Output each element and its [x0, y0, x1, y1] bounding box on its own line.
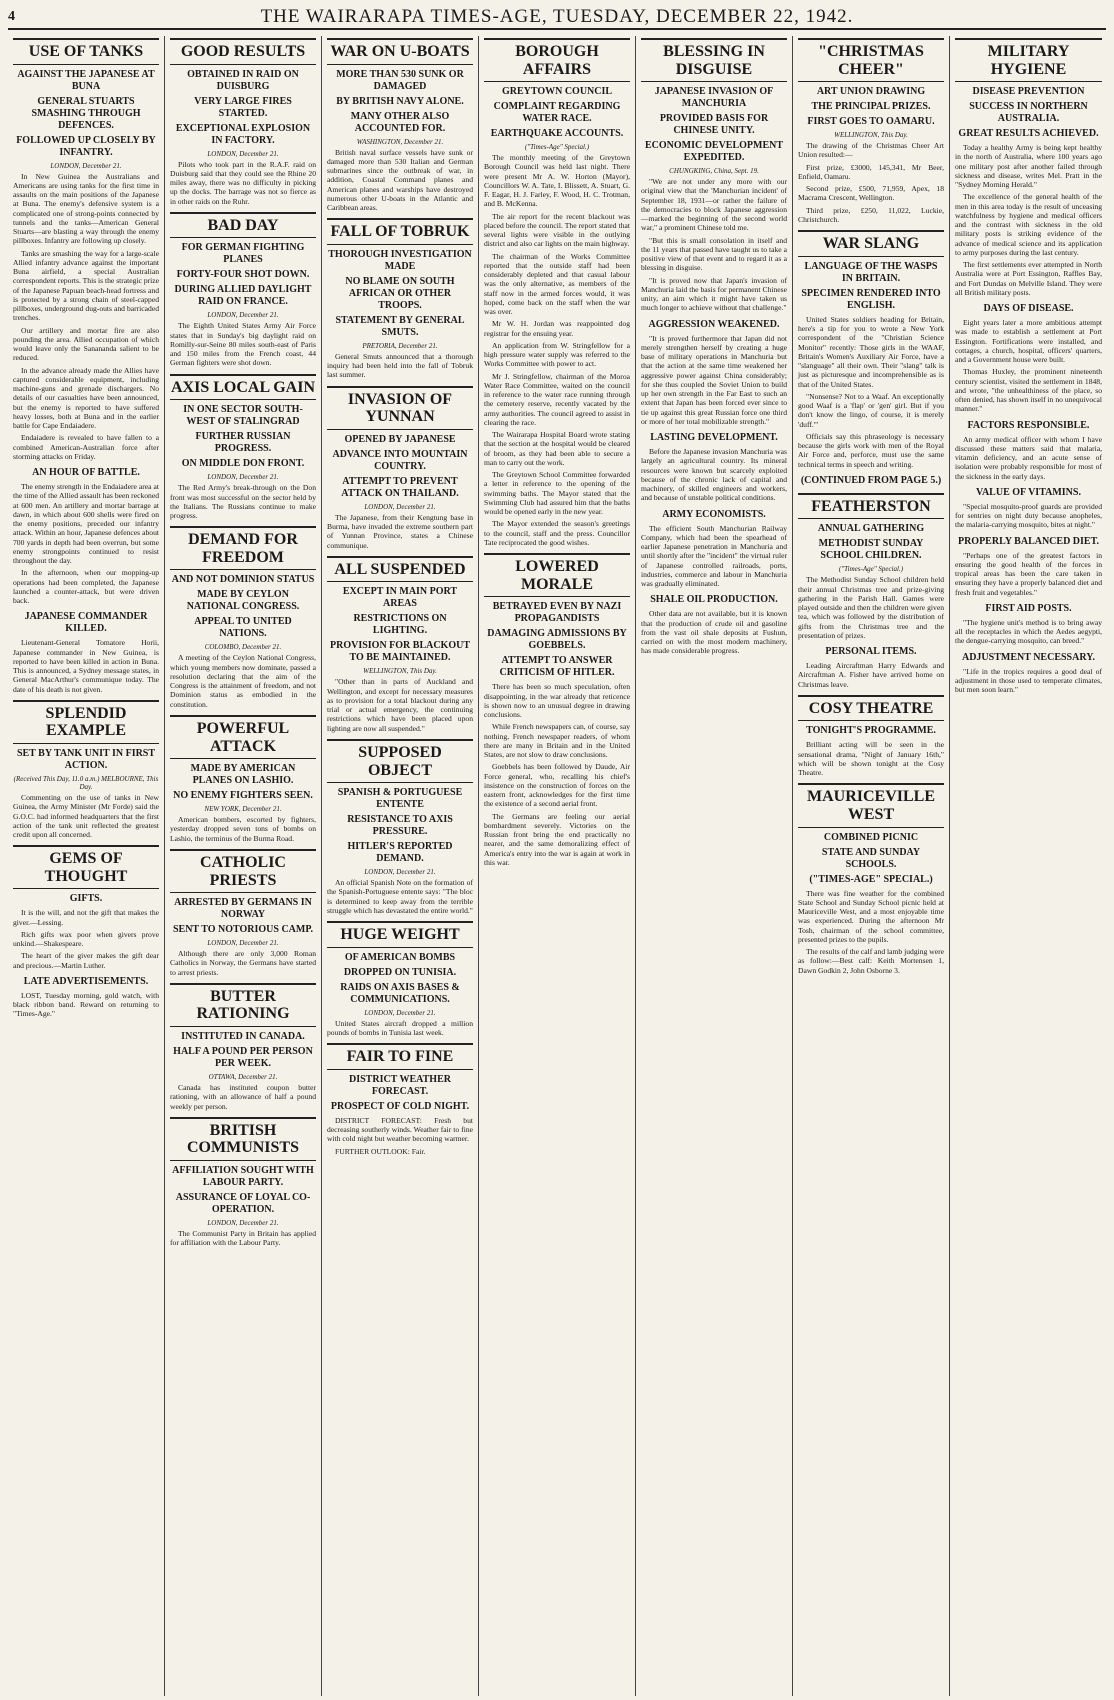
article-paragraph: FURTHER OUTLOOK: Fair. — [335, 1146, 426, 1156]
subheadline: ART UNION DRAWING — [816, 86, 926, 98]
dateline: WASHINGTON, December 21. — [356, 137, 444, 146]
article-paragraph: The first settlements ever attempted in North Australia were at Port Essington, Raffles Bay, and Fort Dundas on Melville Island. They were all British military posts. — [955, 260, 1102, 297]
subheadline: RESTRICTIONS ON LIGHTING. — [353, 613, 447, 637]
dateline: CHUNGKING, China, Sept. 19. — [669, 167, 759, 176]
subheadline: COMPLAINT REGARDING WATER RACE. — [493, 101, 621, 125]
article-paragraph: "It is proved furthermore that Japan did not merely strengthen herself by creating a huge base of military operations in Manchuria but that the action at the same time weakened her aggressive power against China considerably; for she thus coupled the Soviet Union to build up her own strength in the Far East to such an extent that Japan has been forced ever since to tie up against this great Russian force one third or more of her total mobilizable strength." — [641, 333, 787, 426]
subheadline: BETRAYED EVEN BY NAZI PROPAGANDISTS — [492, 601, 622, 625]
subheadline: GIFTS. — [69, 893, 103, 905]
dateline: OTTAWA, December 21. — [208, 1073, 278, 1082]
article-paragraph: American bombers, escorted by fighters, yesterday dropped seven tons of bombs on Lashio, the terminus of the Burma Road. — [170, 815, 316, 843]
article-paragraph: United States aircraft dropped a million pounds of bombs in Tunisia last week. — [327, 1018, 473, 1037]
subheadline: FURTHER RUSSIAN PROGRESS. — [195, 431, 291, 455]
article-paragraph: The enemy strength in the Endaiadere area at the time of the Allied assault has been reckoned at 600 men. An artillery and mortar barrage at dawn, in which about 600 shells were fired on the enemy positions, preceded our infantry attack. Within an hour, Japanese defences about 700 yards in depth had been overrun, but some enemy strongpoints continued to resist throughout the day. — [13, 482, 159, 566]
article-paragraph: The monthly meeting of the Greytown Borough Council was held last night. There were present Mr A. W. Horton (Mayor), Councillors W. A. Tate, I. Blissett, A. Stuart, G. F. Eagar, H. J. Farley, F. Wood, H. C. Trotman, and B. McKenna. — [484, 153, 630, 209]
article — [955, 603, 1102, 646]
subheadline: NO ENEMY FIGHTERS SEEN. — [173, 790, 313, 802]
dateline: LONDON, December 21. — [50, 161, 122, 170]
dateline: LONDON, December 21. — [364, 502, 436, 511]
article-paragraph: General Smuts announced that a thorough inquiry had been held into the fall of Tobruk last summer. — [327, 351, 473, 380]
subheadline: MORE THAN 530 SUNK OR DAMAGED — [336, 68, 464, 92]
headline: INVASION OF YUNNAN — [327, 386, 473, 430]
subheadline: SPECIMEN RENDERED INTO ENGLISH. — [801, 287, 941, 311]
article-paragraph: Brilliant acting will be seen in the sensational drama, "Night of January 16th," which will be shown tonight at the Cosy Theatre. — [798, 740, 944, 778]
subheadline: ARRESTED BY GERMANS IN NORWAY — [174, 897, 312, 921]
article-paragraph: There has been so much speculation, often disappointing, in the war already that reticence is shown now to an unusual degree in drawing conclusions. — [484, 682, 630, 720]
dateline: LONDON, December 21. — [207, 1218, 279, 1227]
article-paragraph: "The hygiene unit's method is to bring away all the receptacles in which the Aedes aegypti, the dengue-carrying mosquito, can breed." — [955, 617, 1102, 646]
headline: CATHOLIC PRIESTS — [170, 849, 316, 893]
article — [955, 303, 1102, 414]
headline: SUPPOSED OBJECT — [327, 739, 473, 783]
article-paragraph: "Other than in parts of Auckland and Wellington, and except for necessary measures as to provision for a total blackout during any trial or actual emergency, the continuing restrictions which have been placed upon lighting are now all suspended." — [327, 677, 473, 733]
headline: BRITISH COMMUNISTS — [170, 1117, 316, 1161]
article — [170, 1117, 316, 1248]
article-paragraph: United States soldiers heading for Britain, here's a tip for you to wrote a New York correspondent of the "Christian Science Monitor" recently: Those girls in the WAAF, Britain's Women's Auxiliary Air Force, have a "slanguage" all their own. Their "slang" talk is just as picturesque and incomprehensible as is that of the United States. — [798, 314, 944, 389]
article-paragraph: It is the will, and not the gift that makes the giver.—Lessing. — [13, 908, 159, 927]
subheadline: LANGUAGE OF THE WASPS IN BRITAIN. — [804, 260, 938, 284]
subheadline: PROSPECT OF COLD NIGHT. — [330, 1100, 470, 1112]
article-paragraph: A meeting of the Ceylon National Congress, which young members now dominate, passed a resolution declaring that the aim of the Congress is the attainment of freedom, and not Dominion status as embodied in the constitution. — [170, 653, 316, 709]
subheadline: ADJUSTMENT NECESSARY. — [961, 651, 1096, 663]
subheadline: VERY LARGE FIRES STARTED. — [194, 95, 292, 119]
headline: COSY THEATRE — [798, 695, 944, 722]
article — [327, 218, 473, 379]
dateline: WELLINGTON, This Day. — [363, 667, 437, 676]
headline: BAD DAY — [170, 212, 316, 239]
subheadline: DAMAGING ADMISSIONS BY GOEBBELS. — [487, 628, 627, 652]
article — [327, 1043, 473, 1156]
subheadline: SET BY TANK UNIT IN FIRST ACTION. — [16, 748, 156, 772]
article-paragraph: In the advance already made the Allies have captured considerable equipment, including machine-guns and grenade dischargers. No details of our casualties have been announced, but the enemy is reported to have suffered heavy losses, both at Buna and in the earlier battle for Cape Endaiadere. — [13, 365, 159, 431]
columns-container — [8, 36, 1106, 1696]
headline: "CHRISTMAS CHEER" — [798, 38, 944, 82]
subheadline: THOROUGH INVESTIGATION MADE — [328, 248, 472, 272]
subheadline: AND NOT DOMINION STATUS — [171, 574, 315, 586]
subheadline: STATEMENT BY GENERAL SMUTS. — [335, 314, 465, 338]
subheadline: APPEAL TO UNITED NATIONS. — [194, 616, 292, 640]
subheadline: DAYS OF DISEASE. — [983, 303, 1074, 315]
article-paragraph: "It is proved now that Japan's invasion of Manchuria laid the basis for permanent Chinese unity, an aim which it might have taken us much longer to achieve without that challenge." — [641, 275, 787, 313]
article-paragraph: Endaiadere is revealed to have fallen to a combined American-Australian force after storming attacks on Friday. — [13, 433, 159, 461]
headline: MAURICEVILLE WEST — [798, 783, 944, 827]
subheadline: SUCCESS IN NORTHERN AUSTRALIA. — [969, 101, 1088, 125]
subheadline: SENT TO NOTORIOUS CAMP. — [172, 924, 314, 936]
article — [955, 652, 1102, 695]
subheadline: THE PRINCIPAL PRIZES. — [811, 101, 931, 113]
page-number: 4 — [8, 9, 15, 24]
column-2 — [165, 36, 322, 1696]
article — [327, 386, 473, 550]
subheadline: ARMY ECONOMISTS. — [662, 508, 766, 520]
article-paragraph: Our artillery and mortar fire are also pounding the area. Allied occupation of which would leave only the Sanananda salient to be reduced. — [13, 325, 159, 363]
headline: USE OF TANKS — [13, 38, 159, 65]
dateline: LONDON, December 21. — [364, 1008, 436, 1017]
article — [798, 38, 944, 224]
subheadline: PERSONAL ITEMS. — [825, 646, 917, 658]
headline: BOROUGH AFFAIRS — [484, 38, 630, 82]
subheadline: SHALE OIL PRODUCTION. — [650, 594, 778, 606]
subheadline: JAPANESE COMMANDER KILLED. — [24, 611, 148, 635]
article-paragraph: The excellence of the general health of the men in this area today is the result of unceasing watchfulness by hygiene and medical officers and the contrast with sickness in the old military posts is striking evidence of the advance of medical science and its application to army purposes during the last century. — [955, 192, 1102, 257]
article-paragraph: Leading Aircraftman Harry Edwards and Aircraftman A. Fisher have arrived home on Christmas leave. — [798, 661, 944, 689]
article — [170, 212, 316, 368]
subheadline: MADE BY CEYLON NATIONAL CONGRESS. — [186, 589, 300, 613]
column-1 — [8, 36, 165, 1696]
dateline: ("Times-Age" Special.) — [838, 565, 904, 574]
subheadline: METHODIST SUNDAY SCHOOL CHILDREN. — [818, 538, 924, 562]
article — [13, 700, 159, 839]
article-paragraph: The heart of the giver makes the gift dear and precious.—Martin Luther. — [13, 951, 159, 970]
subheadline: AN HOUR OF BATTLE. — [32, 467, 140, 479]
article-paragraph: Pilots who took part in the R.A.F. raid on Duisburg said that they could see the Rhine 20 miles away, there was no difficulty in picking up the docks. The barrage was not so fierce as in other raids on the Ruhr. — [170, 159, 316, 206]
dateline: WELLINGTON, This Day. — [834, 131, 908, 140]
article — [955, 420, 1102, 481]
dateline: LONDON, December 21. — [207, 149, 279, 158]
subheadline: ADVANCE INTO MOUNTAIN COUNTRY. — [332, 448, 468, 472]
article-paragraph: Today a healthy Army is being kept healthy in the north of Australia, where 100 years ago one military post after another failed through sickness and disease, writes Mel. Pratt in the "Sydney Morning Herald." — [955, 143, 1102, 190]
article-paragraph: The Communist Party in Britain has applied for affiliation with the Labour Party. — [170, 1228, 316, 1248]
article — [170, 38, 316, 206]
subheadline: FIRST GOES TO OAMARU. — [807, 116, 935, 128]
column-4 — [479, 36, 636, 1696]
subheadline: FORTY-FOUR SHOT DOWN. — [176, 269, 310, 281]
article-paragraph: Goebbels has been followed by Daude, Air Force general, who, recalling his chief's insistence on the construction of forces on the eastern front, acknowledges for the first time the existence of a second aerial front. — [484, 762, 630, 809]
subheadline: PROVIDED BASIS FOR CHINESE UNITY. — [659, 113, 769, 137]
subheadline: IN ONE SECTOR SOUTH-WEST OF STALINGRAD — [183, 404, 303, 428]
headline: GEMS OF THOUGHT — [13, 845, 159, 889]
masthead — [8, 6, 1106, 30]
subheadline: AGAINST THE JAPANESE AT BUNA — [17, 68, 155, 92]
subheadline: NO BLAME ON SOUTH AFRICAN OR OTHER TROOPS. — [345, 275, 455, 311]
article-paragraph: Other data are not available, but it is known that the production of crude oil and gasoline from the vast oil shale deposits at Fushun, carried on with the most modern machinery, has made considerable progress. — [641, 609, 787, 656]
column-3 — [322, 36, 479, 1696]
subheadline: INSTITUTED IN CANADA. — [181, 1031, 305, 1043]
headline: HUGE WEIGHT — [327, 921, 473, 948]
subheadline: EXCEPTIONAL EXPLOSION IN FACTORY. — [175, 122, 311, 146]
article-paragraph: An army medical officer with whom I have discussed these matters said that malaria, vitamin deficiency, and an acute sense of isolation were probably responsible for most of the sickness in the early days. — [955, 434, 1102, 481]
article-paragraph: "We are not under any more with our original view that the 'Manchurian incident' of September 18, 1931—or rather the failure of the democracies to block Japanese aggression—marked the beginning of the second world war," a prominent Chinese told me. — [641, 177, 787, 233]
subheadline: PROPERLY BALANCED DIET. — [957, 535, 1100, 547]
article — [13, 845, 159, 970]
dateline: NEW YORK, December 21. — [204, 805, 282, 814]
article-paragraph: DISTRICT FORECAST: Fresh but decreasing southerly winds. Weather fair to fine with cold night but weather becoming warmer. — [327, 1115, 473, 1144]
subheadline: OF AMERICAN BOMBS — [344, 951, 456, 963]
article-paragraph: First prize, £3000, 145,341, Mr Beer, Enfield, Oamaru. — [798, 162, 944, 181]
subheadline: SPANISH & PORTUGUESE ENTENTE — [337, 787, 463, 811]
article — [798, 475, 944, 487]
article — [641, 509, 787, 589]
headline: FALL OF TOBRUK — [327, 218, 473, 245]
article — [955, 487, 1102, 530]
article — [484, 553, 630, 867]
subheadline: GREAT RESULTS ACHIEVED. — [958, 128, 1099, 140]
headline: LOWERED MORALE — [484, 553, 630, 597]
dateline: (Received This Day, 11.0 a.m.) MELBOURNE, This Day. — [13, 775, 159, 792]
article — [13, 611, 159, 694]
headline: FEATHERSTON — [798, 493, 944, 520]
article-paragraph: "Perhaps one of the greatest factors in ensuring the good health of the forces in tropical areas has been the care taken in ensuring they have a properly balanced diet and fresh fruit and vegetables." — [955, 550, 1102, 597]
subheadline: OPENED BY JAPANESE — [344, 433, 456, 445]
subheadline: DISEASE PREVENTION — [972, 86, 1085, 98]
article — [327, 556, 473, 733]
article-paragraph: The drawing of the Christmas Cheer Art Union resulted:— — [798, 141, 944, 160]
subheadline: RAIDS ON AXIS BASES & COMMUNICATIONS. — [340, 981, 460, 1005]
headline: POWERFUL ATTACK — [170, 715, 316, 759]
article-paragraph: In the afternoon, when our mopping-up operations had been completed, the Japanese launched a counter-attack, but were driven back. — [13, 568, 159, 606]
article-paragraph: "But this is small consolation in itself and the 11 years that passed have taught us to take a positive view of that event and to regard it as a blessing in disguise. — [641, 235, 787, 273]
article-paragraph: Rich gifts wax poor when givers prove unkind.—Shakespeare. — [13, 929, 159, 949]
article — [170, 715, 316, 843]
article — [641, 432, 787, 503]
column-7 — [950, 36, 1107, 1696]
article-paragraph: Thomas Huxley, the prominent nineteenth century scientist, visited the settlement in 1848, and wrote, "the unhealthiness of the place, so often denied, has shown itself in no unequivocal manner." — [955, 367, 1102, 414]
article-paragraph: "Life in the tropics requires a good deal of adjustment in those used to temperate climates, but men soon learn." — [955, 666, 1102, 695]
subheadline: STATE AND SUNDAY SCHOOLS. — [821, 846, 921, 870]
headline: GOOD RESULTS — [170, 38, 316, 65]
dateline: PRETORIA, December 21. — [362, 341, 438, 350]
article-paragraph: The results of the calf and lamb judging were as follow:—Best calf: Keith Mortensen 1, Dawn Godkin 2, John Osborne 3. — [798, 947, 944, 975]
article — [170, 849, 316, 977]
article-paragraph: Canada has instituted coupon butter rationing, with an allowance of half a pound weekly per person. — [170, 1083, 316, 1111]
subheadline: LATE ADVERTISEMENTS. — [23, 975, 149, 987]
dateline: ("Times-Age" Special.) — [524, 143, 590, 152]
subheadline: OBTAINED IN RAID ON DUISBURG — [187, 68, 299, 92]
article-paragraph: The Germans are feeling our aerial bombardment severely. Victories on the Russian front bring the end practically no nearer, and the same demoralizing effect of America's entry into the war is again at work in this war. — [484, 811, 630, 867]
article-paragraph: Second prize, £500, 71,959, Apex, 18 Macrama Crescent, Wellington. — [798, 184, 944, 203]
article-paragraph: The chairman of the Works Committee reported that the outside staff had been considerably depleted and that casual labour was the only alternative, as members of the staff now in the armed forces would, it was hoped, come back on the staff when the war was over. — [484, 251, 630, 317]
article — [170, 374, 316, 521]
headline: MILITARY HYGIENE — [955, 38, 1102, 82]
article-paragraph: Lieutenant-General Tomatore Horii, Japanese commander in New Guinea, is reported to have been killed in action in Buna. This is announced, a Sydney message states, in General MacArthur's communique today. The date of his death is not given. — [13, 638, 159, 694]
article-paragraph: Although there are only 3,000 Roman Catholics in Norway, the Germans have started to arrest priests. — [170, 949, 316, 977]
subheadline: ("TIMES-AGE" SPECIAL.) — [809, 873, 933, 885]
subheadline: ECONOMIC DEVELOPMENT EXPEDITED. — [644, 140, 784, 164]
dateline: COLOMBO, December 21. — [204, 643, 282, 652]
article — [798, 646, 944, 689]
dateline: LONDON, December 21. — [207, 311, 279, 320]
article-paragraph: An application from W. Stringfellow for a high pressure water supply was referred to the Works Committee with power to act. — [484, 340, 630, 369]
dateline: LONDON, December 21. — [364, 868, 436, 877]
article-paragraph: The Wairarapa Hospital Board wrote stating that the section at the hospital would be cleared of broom, as they had been able to secure a man to carry out the work. — [484, 430, 630, 467]
article-paragraph: The efficient South Manchurian Railway Company, which had been the spearhead of earlier Japanese penetration in Manchuria and until shortly after the "incident" the virtual ruler of Japanese controlled railroads, ports, industries, commerce and labour in Manchuria was gradually eliminated. — [641, 523, 787, 589]
dateline: LONDON, December 21. — [207, 939, 279, 948]
article-paragraph: Commenting on the use of tanks in New Guinea, the Army Minister (Mr Forde) said the G.O.C. had informed headquarters that the first action of the tank unit reflected the greatest credit upon all concerned. — [13, 793, 159, 840]
column-5 — [636, 36, 793, 1696]
article — [641, 319, 787, 427]
subheadline: HITLER'S REPORTED DEMAND. — [347, 841, 453, 865]
article-paragraph: The Methodist Sunday School children held their annual Christmas tree and prize-giving gathering in the Parish Hall. Games were played outside and then the children were given tea, which was followed by the distribution of gifts from the Christmas tree and the presentation of prizes. — [798, 575, 944, 640]
headline: AXIS LOCAL GAIN — [170, 374, 316, 401]
subheadline: BY BRITISH NAVY ALONE. — [336, 95, 464, 107]
article-paragraph: While French newspapers can, of course, say nothing, French newspaper readers, of whom there are many in Britain and in the United States, are not slow to draw conclusions. — [484, 722, 630, 760]
article-paragraph: Officials say this phraseology is necessary because the girls work with men of the Royal Air Force and, perforce, must use the same technical terms in speech and writing. — [798, 431, 944, 469]
article-paragraph: The Greytown School Committee forwarded a letter in reference to the opening of the swimming baths. The Mayor stated that the Swimming Club had assured him that the baths would be opened early in the new year. — [484, 470, 630, 517]
article-paragraph: Mr W. H. Jordan was reappointed dog registrar for the ensuing year. — [484, 319, 630, 338]
headline: DEMAND FOR FREEDOM — [170, 526, 316, 570]
subheadline: PROVISION FOR BLACKOUT TO BE MAINTAINED. — [329, 640, 470, 664]
headline: ALL SUSPENDED — [327, 556, 473, 583]
article-paragraph: In New Guinea the Australians and Americans are using tanks for the first time in assaults on the main positions of the Japanese at Buna. The enemy's defensive system is a complicated one of strong-points connected by tunnels and the tanks—American General Stuarts—are blasting a way through the enemy pillboxes. Infantry are following up closely. — [13, 171, 159, 246]
article-paragraph: Before the Japanese invasion Manchuria was largely an agricultural country. Its mineral resources were known but scarcely exploited because of the chronic lack of capital and machinery, of skilled engineers and workers, and because of unstable political conditions. — [641, 447, 787, 503]
headline: BUTTER RATIONING — [170, 983, 316, 1027]
subheadline: MANY OTHER ALSO ACCOUNTED FOR. — [350, 110, 450, 134]
subheadline: MADE BY AMERICAN PLANES ON LASHIO. — [190, 763, 296, 787]
subheadline: JAPANESE INVASION OF MANCHURIA — [654, 86, 774, 110]
subheadline: HALF A POUND PER PERSON PER WEEK. — [173, 1046, 313, 1070]
newspaper-title: THE WAIRARAPA TIMES-AGE, TUESDAY, DECEMBER 22, 1942. — [260, 6, 854, 27]
subheadline: RESISTANCE TO AXIS PRESSURE. — [347, 814, 453, 838]
headline: WAR SLANG — [798, 230, 944, 257]
subheadline: FIRST AID POSTS. — [985, 602, 1072, 614]
article — [327, 921, 473, 1037]
subheadline: ASSURANCE OF LOYAL CO-OPERATION. — [175, 1191, 311, 1215]
article — [798, 695, 944, 778]
article-paragraph: An official Spanish Note on the formation of the Spanish-Portuguese entente says: "The bloc is determined to keep away from the terrible struggle which has devastated the entire world." — [327, 878, 473, 915]
column-6 — [793, 36, 950, 1696]
subheadline: GREYTOWN COUNCIL — [501, 86, 613, 98]
article-paragraph: "Nonsense? Not to a Waaf. An exceptionally good Waaf is a 'flap' or 'gen' girl. But if you don't know the lingo, of course, it is merely 'duff.'" — [798, 391, 944, 429]
article — [13, 976, 159, 1019]
subheadline: VALUE OF VITAMINS. — [976, 486, 1081, 498]
subheadline: ON MIDDLE DON FRONT. — [181, 458, 305, 470]
subheadline: ATTEMPT TO PREVENT ATTACK ON THAILAND. — [341, 475, 459, 499]
subheadline: FOR GERMAN FIGHTING PLANES — [181, 242, 305, 266]
subheadline: FACTORS RESPONSIBLE. — [967, 419, 1090, 431]
article-paragraph: LOST, Tuesday morning, gold watch, with black ribbon band. Reward on returning to "Times-Age." — [13, 990, 159, 1019]
subheadline: TONIGHT'S PROGRAMME. — [806, 725, 936, 737]
article-paragraph: The Mayor extended the season's greetings to the council, staff and the press. Councillor Tate reciprocated the good wishes. — [484, 519, 630, 547]
subheadline: GENERAL STUARTS SMASHING THROUGH DEFENCES. — [31, 95, 141, 131]
subheadline: DISTRICT WEATHER FORECAST. — [349, 1073, 451, 1097]
subheadline: EXCEPT IN MAIN PORT AREAS — [342, 586, 458, 610]
article-paragraph: Mr J. Stringfellow, chairman of the Moroa Water Race Committee, waited on the council in reference to the water race running through the cemetery reserve, recently vacated by the army authorities. The council agreed to assist in clearing the race. — [484, 371, 630, 427]
article-paragraph: The Eighth United States Army Air Force states that in Sunday's big daylight raid on Romilly-sur-Seine 80 miles south-east of Paris and 150 miles from the French coast, 44 German fighters were shot down. — [170, 321, 316, 368]
subheadline: DROPPED ON TUNISIA. — [343, 966, 457, 978]
article — [955, 38, 1102, 297]
article-paragraph: The air report for the recent blackout was placed before the council. The report stated that several lights were visible in the outlying district and also car lights on the main highway. — [484, 211, 630, 249]
article — [327, 38, 473, 212]
subheadline: ATTEMPT TO ANSWER CRITICISM OF HITLER. — [499, 655, 615, 679]
article — [13, 467, 159, 605]
subheadline: EARTHQUAKE ACCOUNTS. — [490, 128, 624, 140]
dateline: LONDON, December 21. — [207, 473, 279, 482]
article — [484, 38, 630, 547]
headline: SPLENDID EXAMPLE — [13, 700, 159, 744]
article — [327, 739, 473, 915]
article-paragraph: The Japanese, from their Kengtung base in Burma, have invaded the extreme southern part of Yunnan Province, states a Chinese communique. — [327, 512, 473, 550]
article-paragraph: Tanks are smashing the way for a large-scale Allied infantry advance against the important Buna airfield, a special Australian correspondent reports. This is the strategic prize of the Japanese Papuan beach-head fortress and is protected by a strong chain of steel-capped pillboxes, underground dug-outs and barricaded trenches. — [13, 248, 159, 323]
article — [798, 493, 944, 640]
article — [13, 38, 159, 461]
article — [798, 230, 944, 469]
article — [170, 526, 316, 709]
headline: WAR ON U-BOATS — [327, 38, 473, 65]
article — [798, 783, 944, 974]
article-paragraph: There was fine weather for the combined State School and Sunday School picnic held at Mauriceville West, and a most enjoyable time was experienced. During the afternoon Mr Tosh, chairman of the school committee, presented prizes to the pupils. — [798, 888, 944, 944]
article — [955, 536, 1102, 597]
article-paragraph: Eight years later a more ambitious attempt was made to establish a settlement at Port Essington. Fortifications were installed, and cottages, a church, hospital, officers' quarters, and a Government house were built. — [955, 318, 1102, 365]
subheadline: AFFILIATION SOUGHT WITH LABOUR PARTY. — [172, 1164, 314, 1188]
article-paragraph: Third prize, £250, 11,022, Luckie, Christchurch. — [798, 205, 944, 224]
article — [641, 38, 787, 313]
subheadline: DURING ALLIED DAYLIGHT RAID ON FRANCE. — [174, 284, 312, 308]
article-paragraph: "Special mosquito-proof guards are provided for sentries on night duty because anopheles, the malaria-carrying mosquito, bites at night." — [955, 501, 1102, 530]
subheadline: (CONTINUED FROM PAGE 5.) — [800, 474, 942, 486]
article-paragraph: British naval surface vessels have sunk or damaged more than 530 Italian and German submarines since the outbreak of war, in addition, Coastal Command planes and American planes and warships have destroyed numerous other U-boats in the Atlantic and Caribbean areas. — [327, 147, 473, 213]
headline: BLESSING IN DISGUISE — [641, 38, 787, 82]
article — [170, 983, 316, 1111]
article-paragraph: The Red Army's break-through on the Don front was most successful on the sector held by the Italians. The Russians continue to make progress. — [170, 483, 316, 521]
subheadline: FOLLOWED UP CLOSELY BY INFANTRY. — [16, 134, 156, 158]
subheadline: AGGRESSION WEAKENED. — [648, 318, 780, 330]
subheadline: COMBINED PICNIC — [823, 831, 919, 843]
headline: FAIR TO FINE — [327, 1043, 473, 1070]
article — [641, 594, 787, 655]
subheadline: LASTING DEVELOPMENT. — [650, 432, 778, 444]
subheadline: ANNUAL GATHERING — [817, 523, 925, 535]
